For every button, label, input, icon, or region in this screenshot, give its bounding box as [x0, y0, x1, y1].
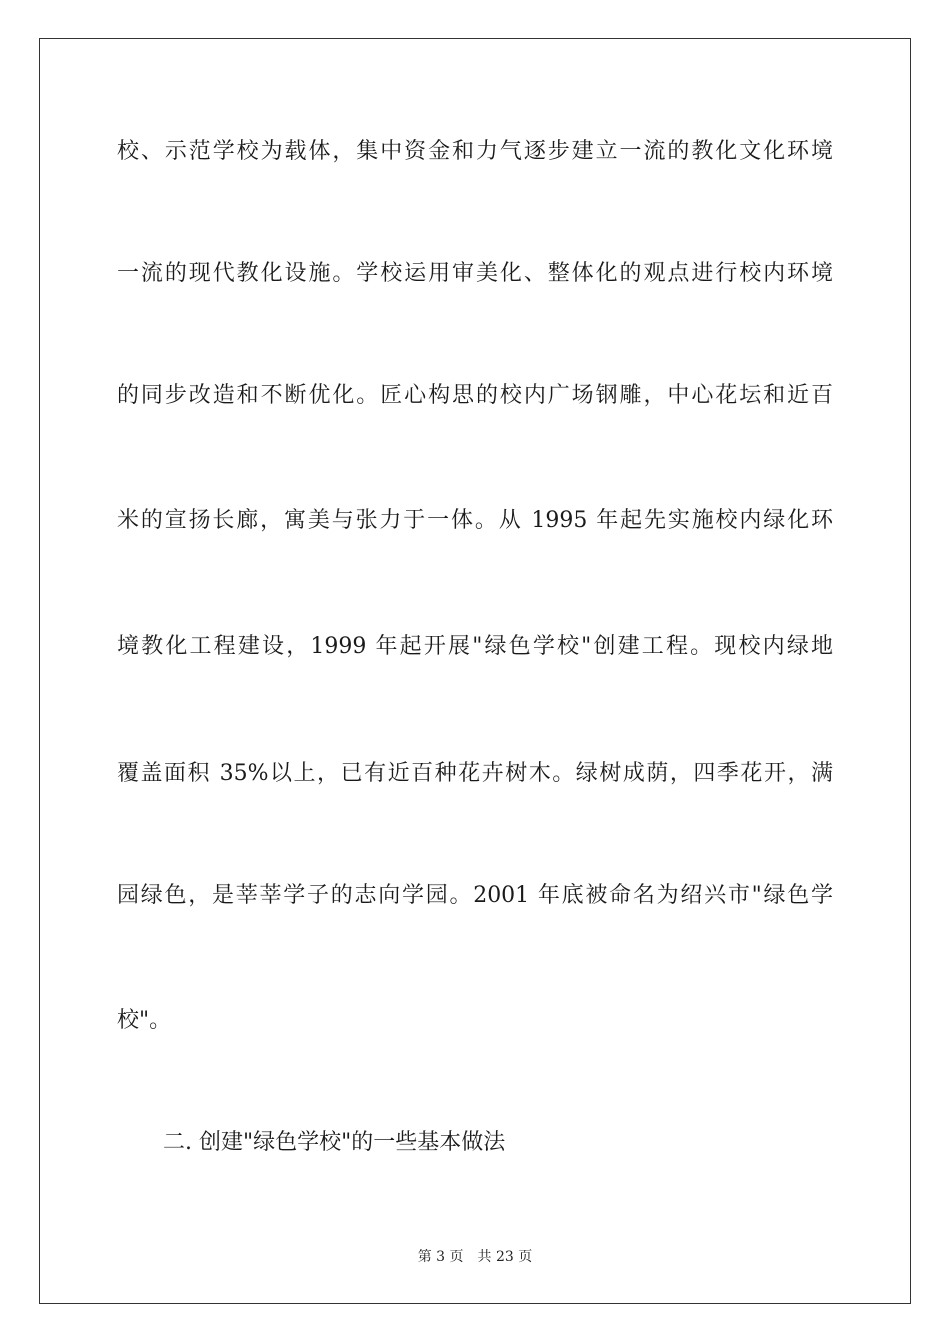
page-footer: [0, 1247, 950, 1267]
paragraph-line-5: 境教化工程建设，1999 年起开展"绿色学校"创建工程。现校内绿地: [117, 634, 833, 659]
paragraph-line-8: 校"。: [117, 1008, 172, 1033]
paragraph-line-6: 覆盖面积 35%以上，已有近百种花卉树木。绿树成荫，四季花开，满: [117, 761, 833, 786]
section-heading: 二. 创建"绿色学校"的一些基本做法: [163, 1130, 506, 1155]
page-border: [39, 38, 911, 1304]
paragraph-line-3: 的同步改造和不断优化。匠心构思的校内广场钢雕，中心花坛和近百: [117, 383, 833, 408]
paragraph-line-1: 校、示范学校为载体，集中资金和力气逐步建立一流的教化文化环境: [117, 139, 833, 164]
paragraph-line-4: 米的宣扬长廊，寓美与张力于一体。从 1995 年起先实施校内绿化环: [117, 508, 833, 533]
paragraph-line-2: 一流的现代教化设施。学校运用审美化、整体化的观点进行校内环境: [117, 261, 833, 286]
paragraph-line-7: 园绿色，是莘莘学子的志向学园。2001 年底被命名为绍兴市"绿色学: [117, 883, 833, 908]
page-total: 共 23 页: [477, 1249, 533, 1265]
page-number: 第 3 页: [417, 1249, 464, 1265]
